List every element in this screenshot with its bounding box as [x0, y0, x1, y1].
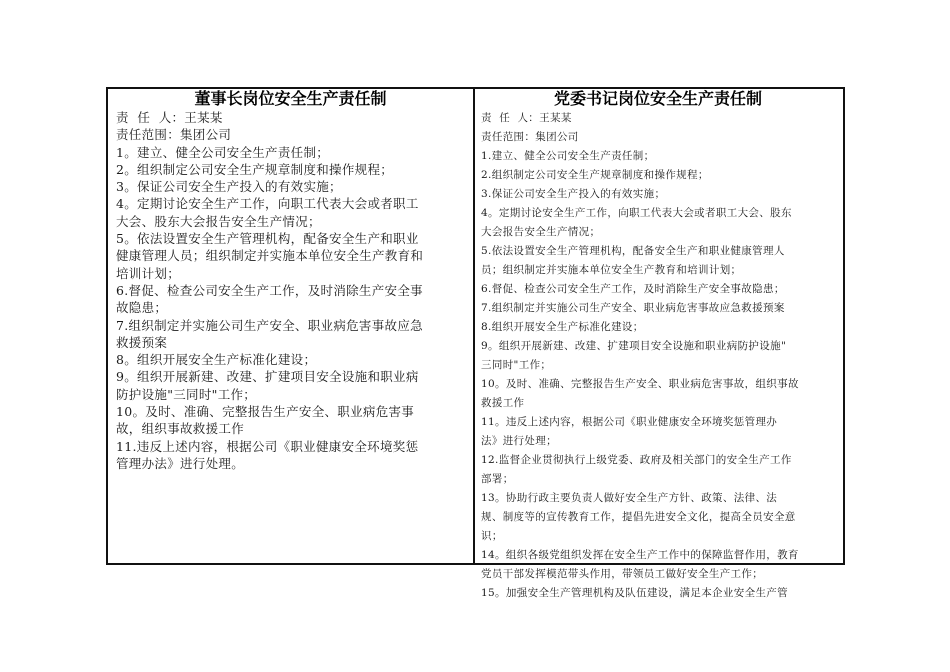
duty-line: 部署； — [481, 473, 514, 485]
duty-line: 大会报告安全生产情况； — [481, 226, 601, 238]
duty-line: 救援预案 — [116, 334, 168, 350]
party-secretary-title: 党委书记岗位安全生产责任制 — [553, 89, 762, 108]
duty-line: 9。组织开展新建、改建、扩建项目安全设施和职业病防护设施" — [481, 340, 787, 352]
duty-line: 6.督促、检查公司安全生产工作，及时消除生产安全事故隐患； — [481, 283, 785, 295]
duty-line: 2。组织制定公司安全生产规章制度和操作规程； — [116, 161, 394, 177]
duty-line: 10。及时、准确、完整报告生产安全、职业病危害事故，组织事故 — [481, 378, 799, 390]
duty-line: 9。组织开展新建、改建、扩建项目安全设施和职业病 — [116, 369, 419, 385]
duty-line: 2.组织制定公司安全生产规章制度和操作规程； — [481, 169, 709, 181]
duty-line: 党员干部发挥模范带头作用，带领员工做好安全生产工作； — [481, 568, 764, 580]
duty-line: 5.依法设置安全生产管理机构，配备安全生产和职业健康管理人 — [481, 245, 785, 257]
duty-line: 7.组织制定并实施公司生产安全、职业病危害事故应急 — [116, 317, 423, 333]
duty-line: 4。定期讨论安全生产工作，向职工代表大会或者职工 — [116, 196, 419, 212]
duty-line: 11。违反上述内容，根据公司《职业健康安全环境奖惩管理办 — [481, 416, 778, 428]
duty-line: 6.督促、检查公司安全生产工作，及时消除生产安全事 — [116, 282, 423, 298]
duty-line: 8.组织开展安全生产标准化建设； — [481, 321, 644, 333]
party-secretary-duties — [481, 109, 835, 603]
chairman-title: 董事长岗位安全生产责任制 — [194, 89, 387, 108]
duty-line: 识； — [481, 530, 503, 542]
duty-line: 责 任 人：王某某 — [481, 112, 572, 124]
duty-line: 培训计划； — [116, 265, 181, 281]
duty-line: 7.组织制定并实施公司生产安全、职业病危害事故应急救援预案 — [481, 302, 785, 314]
duty-line: 15。加强安全生产管理机构及队伍建设，满足本企业安全生产管 — [481, 587, 789, 599]
responsibility-table — [106, 87, 845, 599]
chairman-column — [108, 89, 475, 563]
duty-line: 员；组织制定并实施本单位安全生产教育和培训计划； — [481, 264, 742, 276]
duty-line: 1。建立、健全公司安全生产责任制； — [116, 144, 330, 160]
duty-line: 责 任 人：王某某 — [116, 110, 223, 125]
duty-line: 14。组织各级党组织发挥在安全生产工作中的保障监督作用，教育 — [481, 549, 799, 561]
duty-line: 救援工作 — [481, 397, 525, 409]
duty-line: 3。保证公司安全生产投入的有效实施； — [116, 179, 342, 195]
chairman-duties — [116, 109, 465, 472]
duty-line: 健康管理人员；组织制定并实施本单位安全生产教育和 — [116, 248, 424, 264]
duty-line: 13。协助行政主要负责人做好安全生产方针、政策、法律、法 — [481, 492, 778, 504]
duty-line: 1.建立、健全公司安全生产责任制； — [481, 150, 655, 162]
duty-line: 管理办法》进行处理。 — [116, 455, 245, 471]
duty-line: 防护设施"三同时"工作； — [116, 386, 257, 402]
duty-line: 3.保证公司安全生产投入的有效实施； — [481, 188, 666, 200]
duty-line: 责任范围：集团公司 — [481, 131, 579, 143]
duty-line: 故，组织事故救援工作 — [116, 421, 245, 437]
duty-line: 12.监督企业贯彻执行上级党委、政府及相关部门的安全生产工作 — [481, 454, 792, 466]
duty-line: 5。依法设置安全生产管理机构，配备安全生产和职业 — [116, 231, 419, 247]
duty-line: 大会、股东大会报告安全生产情况； — [116, 213, 321, 229]
duty-line: 规、制度等的宣传教育工作，提倡先进安全文化，提高全员安全意 — [481, 511, 796, 523]
duty-line: 4。定期讨论安全生产工作，向职工代表大会或者职工大会、股东 — [481, 207, 792, 219]
duty-line: 责任范围：集团公司 — [116, 127, 232, 143]
duty-line: 法》进行处理； — [481, 435, 557, 447]
duty-line: 8。组织开展安全生产标准化建设； — [116, 352, 317, 368]
duty-line: 三同时"工作； — [481, 359, 552, 371]
duty-line: 故隐患； — [116, 300, 168, 316]
duty-line: 10。及时、准确、完整报告生产安全、职业病危害事 — [116, 404, 415, 420]
party-secretary-column — [475, 89, 843, 599]
duty-line: 11.违反上述内容，根据公司《职业健康安全环境奖惩 — [116, 438, 419, 454]
